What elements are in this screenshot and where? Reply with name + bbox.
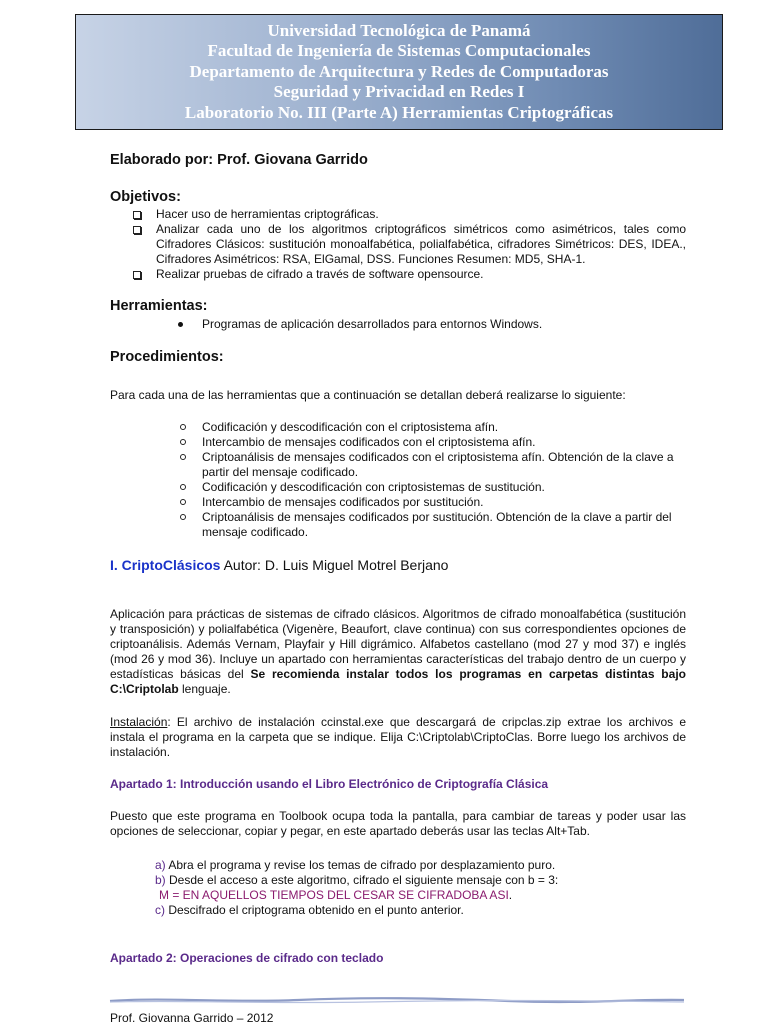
step-a-text: Abra el programa y revise los temas de cifrado por desplazamiento puro. — [165, 858, 556, 872]
description-recommendation: Se recomienda instalar todos los programas en carpetas distintas bajo C:\Criptolab — [110, 667, 686, 696]
procedure-item: Intercambio de mensajes codificados con el criptosistema afín. — [179, 435, 687, 450]
tools-heading: Herramientas: — [110, 298, 208, 314]
section-name: I. CriptoClásicos — [110, 557, 221, 573]
procedure-item: Criptoanálisis de mensajes codificados por sustitución. Obtención de la clave a partir del mensaje codificado. — [179, 510, 687, 540]
installation-text: : El archivo de instalación ccinstal.exe que descargará de cripclas.zip extrae los archivos e instala el programa en la carpeta que se indique. Elija C:\Criptolab\CriptoClas. Borre luego los archivos de instalación. — [110, 715, 686, 759]
tools-list — [177, 317, 677, 332]
section-description — [110, 607, 686, 697]
procedures-intro: Para cada una de las herramientas que a continuación se detallan deberá realizarse lo siguiente: — [110, 388, 626, 402]
procedure-item: Criptoanálisis de mensajes codificados con el criptosistema afín. Obtención de la clave a partir del mensaje codificado. — [179, 450, 687, 480]
objectives-heading: Objetivos: — [110, 189, 181, 205]
cipher-message — [155, 888, 675, 903]
tool-item-text: Programas de aplicación desarrollados para entornos Windows. — [202, 317, 543, 331]
step-b-text: Desde el acceso a este algoritmo, cifrado el siguiente mensaje con b = 3: — [165, 873, 559, 887]
apartado1-heading: Apartado 1: Introducción usando el Libro Electrónico de Criptografía Clásica — [110, 777, 549, 791]
objective-item: Hacer uso de herramientas criptográficas. — [133, 207, 686, 222]
message-period: . — [508, 888, 513, 902]
message-text: M = EN AQUELLOS TIEMPOS DEL CESAR SE CIFRADOBA ASI — [159, 888, 509, 902]
procedure-item: Intercambio de mensajes codificados por sustitución. — [179, 495, 687, 510]
footer-text: Prof. Giovanna Garrido – 2012 — [110, 1011, 274, 1025]
apartado1-steps — [155, 858, 675, 918]
section-author: Autor: D. Luis Miguel Motrel Berjano — [220, 557, 449, 573]
header-line-department: Departamento de Arquitectura y Redes de Computadoras — [189, 61, 609, 81]
tool-item — [177, 317, 677, 332]
apartado2-heading: Apartado 2: Operaciones de cifrado con teclado — [110, 951, 384, 965]
objective-item: Realizar pruebas de cifrado a través de software opensource. — [133, 267, 686, 282]
footer-divider — [108, 994, 686, 1006]
step-c-letter: c) — [155, 903, 165, 917]
objectives-list — [133, 207, 686, 282]
header-line-course: Seguridad y Privacidad en Redes I — [273, 82, 525, 102]
header-line-university: Universidad Tecnológica de Panamá — [267, 20, 531, 40]
description-text: Aplicación para prácticas de sistemas de cifrado clásicos. Algoritmos de cifrado monoalfabética (sustitución y transposición) y polialfabética (Vigenère, Beaufort, clave continua) con sus correspondientes opciones de criptoanálisis. Además Vernam, Playfair y Hill digrámico. Alfabetos castellano (mod 27 y mod 37) e inglés (mod 26 y mod 36). Incluye un apartado con herramientas características del trabajo dentro de un cuerpo y estadísticas básicas del — [110, 607, 686, 681]
procedures-list — [179, 420, 687, 540]
step-b — [155, 873, 675, 888]
procedure-item: Codificación y descodificación con el criptosistema afín. — [179, 420, 687, 435]
header-line-lab: Laboratorio No. III (Parte A) Herramientas Criptográficas — [184, 102, 614, 122]
header-line-faculty: Facultad de Ingeniería de Sistemas Computacionales — [207, 41, 591, 61]
document-header — [75, 14, 723, 130]
procedure-item: Codificación y descodificación con criptosistemas de sustitución. — [179, 480, 687, 495]
objective-item: Analizar cada uno de los algoritmos criptográficos simétricos como asimétricos, tales como Cifradores Clásicos: sustitución monoalfabética, polialfabética, cifradores Simétricos: DES, IDEA., Cifradores Asimétricos: RSA, ElGamal, DSS. Funciones Resumen: MD5, SHA-1. — [133, 222, 686, 267]
step-b-letter: b) — [155, 873, 166, 887]
bullet-icon — [178, 322, 183, 327]
procedures-heading: Procedimientos: — [110, 349, 224, 365]
step-c-text: Descifrado el criptograma obtenido en el punto anterior. — [165, 903, 464, 917]
step-c — [155, 903, 675, 918]
apartado1-intro: Puesto que este programa en Toolbook ocupa toda la pantalla, para cambiar de tareas y poder usar las opciones de seleccionar, copiar y pegar, en este apartado deberás usar las teclas Alt+Tab. — [110, 809, 686, 838]
description-tail: lenguaje. — [178, 682, 231, 696]
section-title — [110, 557, 448, 573]
installation-label: Instalación — [110, 715, 168, 729]
step-a — [155, 858, 675, 873]
step-a-letter: a) — [155, 858, 166, 872]
author-line: Elaborado por: Prof. Giovana Garrido — [110, 152, 368, 168]
installation-paragraph — [110, 715, 686, 760]
